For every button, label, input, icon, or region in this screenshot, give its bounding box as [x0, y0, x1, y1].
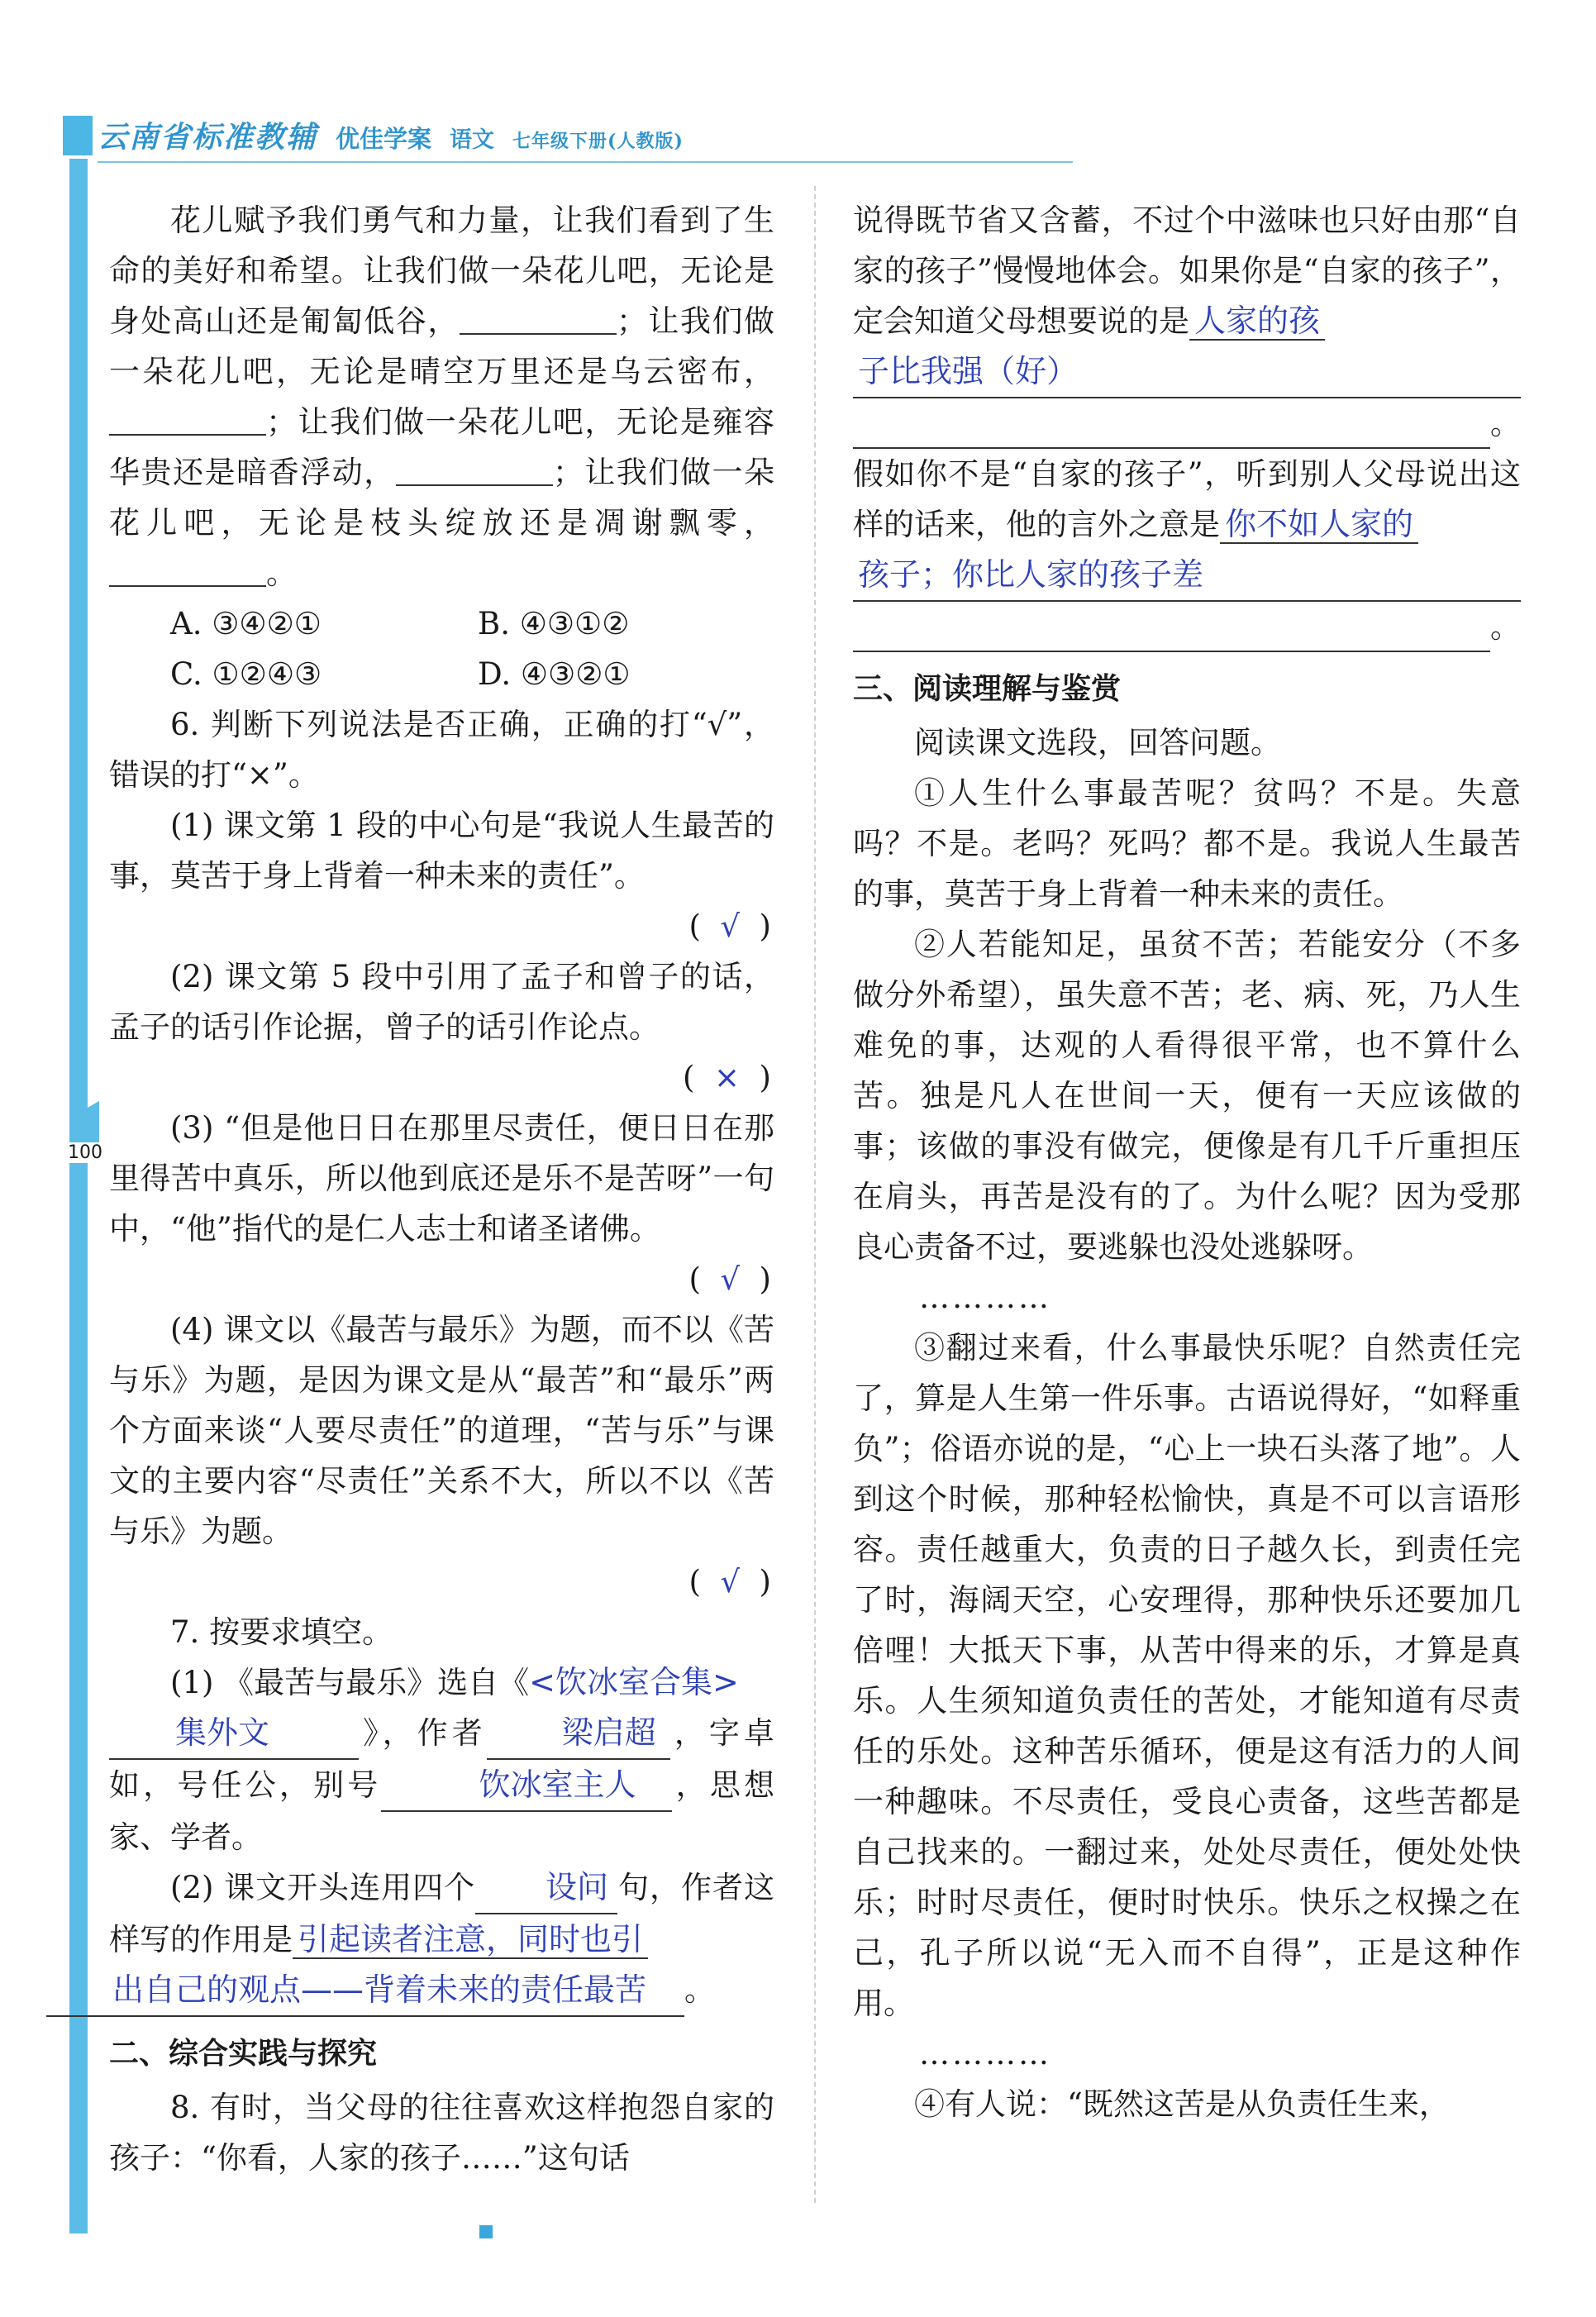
- answer-author: 梁启超: [487, 1708, 670, 1760]
- q7-stem: 7. 按要求填空。: [170, 1614, 393, 1650]
- option-d: D. ④③②①: [478, 656, 631, 692]
- section-3-title: 三、阅读理解与鉴赏: [853, 672, 1122, 706]
- answer-sentence-type: 设问: [475, 1862, 617, 1914]
- page-number: 100: [68, 1142, 102, 1163]
- answer-alias: 饮冰室主人: [381, 1760, 672, 1812]
- page-header: [98, 114, 684, 157]
- right-column: [853, 195, 1521, 2129]
- bottom-marker: [479, 2225, 493, 2238]
- blank-2: [109, 401, 266, 436]
- left-column: [109, 195, 774, 2183]
- answer-collection: <饮冰室合集>: [529, 1664, 739, 1700]
- reading-para-2: ②人若能知足，虽贫不苦；若能安分（不多做分外希望），虽失意不苦；老、病、死，乃人生难免的事，达观的人看得很平常，也不算什么苦。独是凡人在世间一天，便有一天应该做的事；该做的事没有做完，便像是有几千斤重担压在肩头，再苦是没有的了。为什么呢？因为受那良心责备不过，要逃躲也没处逃躲呀。: [853, 927, 1521, 1265]
- option-a: A. ③④②①: [170, 606, 322, 641]
- q5-passage: 花儿赋予我们勇气和力量，让我们看到了生命的美好和希望。让我们做一朵花儿吧，无论是身处高山还是匍匐低谷， ；让我们做一朵花儿吧，无论是晴空万里还是乌云密布，；让我们做一朵花儿吧，无论是雍容华贵还是暗香浮动， ；让我们做一朵花儿吧，无论是枝头绽放还是凋谢飘零，。: [109, 203, 775, 591]
- blank-3: [396, 451, 553, 486]
- answer-collection-cont: 集外文: [109, 1708, 359, 1760]
- answer-effect-cont: 出自己的观点——背着未来的责任最苦: [46, 1965, 684, 2017]
- header-brand: 云南省标准教辅: [98, 120, 318, 155]
- header-rule: [98, 161, 1073, 163]
- answer-parent-meaning-cont: 子比我强（好）: [853, 346, 1521, 398]
- header-accent-bar: [63, 116, 93, 155]
- ellipsis-1: …………: [919, 1280, 1051, 1315]
- answer-effect: 引起读者注意，同时也引: [293, 1921, 648, 1959]
- q7-part-1: (1) 《最苦与最乐》选自《<饮冰室合集> 集外文 》，作者 梁启超 ，字卓如，号任公，别号 饮冰室主人 ，思想家、学者。: [109, 1664, 775, 1855]
- reading-para-1: ①人生什么事最苦呢？贫吗？不是。失意吗？不是。老吗？死吗？都不是。我说人生最苦的事，莫苦于身上背着一种未来的责任。: [853, 775, 1521, 912]
- q6-mark-1: ( √ ): [688, 908, 771, 944]
- blank-1: [460, 300, 617, 335]
- answer-other-meaning-cont: 孩子；你比人家的孩子差: [853, 550, 1521, 602]
- answer-other-meaning: 你不如人家的: [1220, 506, 1418, 544]
- answer-parent-meaning: 人家的孩: [1189, 303, 1325, 341]
- reading-instruction: 阅读课文选段，回答问题。: [914, 725, 1281, 760]
- reading-para-3: ③翻过来看，什么事最快乐呢？自然责任完了，算是人生第一件乐事。古语说得好，“如释重负”；俗语亦说的是，“心上一块石头落了地”。人到这个时候，那种轻松愉快，真是不可以言语形容。责任越重大，负责的日子越久长，到责任完了时，海阔天空，心安理得，那种快乐还要加几倍哩！大抵天下事，从苦中得来的乐，才算是真乐。人生须知道负责任的苦处，才能知道有尽责任的乐处。这种苦乐循环，便是这有活力的人间一种趣味。不尽责任，受良心责备，这些苦都是自己找来的。一翻过来，处处尽责任，便处处快乐；时时尽责任，便时时快乐。快乐之权操之在己，孔子所以说“无入而不自得”，正是这种作用。: [853, 1330, 1521, 2021]
- q6-mark-4: ( √ ): [688, 1564, 771, 1599]
- ellipsis-2: …………: [919, 2036, 1051, 2071]
- q7-part-2: (2) 课文开头连用四个 设问 句，作者这样写的作用是 引起读者注意，同时也引 出自己的观点——背着未来的责任最苦 。: [109, 1862, 774, 2017]
- header-subject: 语文: [450, 127, 495, 153]
- header-grade: 七年级下册(人教版): [512, 131, 684, 152]
- answer-line-1: 。: [853, 398, 1521, 449]
- q6-stem: 6. 判断下列说法是否正确，正确的打“√”，错误的打“×”。: [109, 707, 774, 793]
- side-margin-bar: [69, 159, 88, 2234]
- header-series: 优佳学案: [336, 125, 432, 153]
- q6-item-1: (1) 课文第 1 段的中心句是“我说人生最苦的事，莫苦于身上背着一种未来的责任”。: [109, 808, 774, 894]
- q6-mark-3: ( √ ): [688, 1261, 771, 1297]
- option-c: C. ①②④③: [170, 656, 322, 692]
- q6-mark-2: ( × ): [683, 1060, 771, 1095]
- blank-4: [109, 552, 266, 587]
- section-2-title: 二、综合实践与探究: [109, 2037, 378, 2071]
- q5-options: [109, 598, 774, 699]
- option-b: B. ④③①②: [478, 606, 630, 641]
- q6-item-3: (3) “但是他日日在那里尽责任，便日日在那里得苦中真乐，所以他到底还是乐不是苦呀”一句中，“他”指代的是仁人志士和诸圣诸佛。: [109, 1110, 774, 1247]
- q6-item-4: (4) 课文以《最苦与最乐》为题，而不以《苦与乐》为题，是因为课文是从“最苦”和“最乐”两个方面来谈“人要尽责任”的道理，“苦与乐”与课文的主要内容“尽责任”关系不大，所以不以《苦与乐》为题。: [109, 1312, 774, 1549]
- column-divider: [814, 186, 816, 2203]
- q8-continued: 说得既节省又含蓄，不过个中滋味也只好由那“自家的孩子”慢慢地体会。如果你是“自家的孩子”，定会知道父母想要说的是 人家的孩 子比我强（好）: [853, 195, 1521, 398]
- q6-item-2: (2) 课文第 5 段中引用了孟子和曾子的话，孟子的话引作论据，曾子的话引作论点。: [109, 959, 774, 1045]
- answer-line-2: 。: [853, 602, 1521, 652]
- q8-stem: 8. 有时，当父母的往往喜欢这样抱怨自家的孩子：“你看，人家的孩子……”这句话: [109, 2090, 774, 2176]
- q8-part-b: 假如你不是“自家的孩子”，听到别人父母说出这样的话来，他的言外之意是 你不如人家的 孩子；你比人家的孩子差: [853, 449, 1521, 602]
- reading-para-4: ④有人说：“既然这苦是从负责任生来，: [914, 2086, 1450, 2122]
